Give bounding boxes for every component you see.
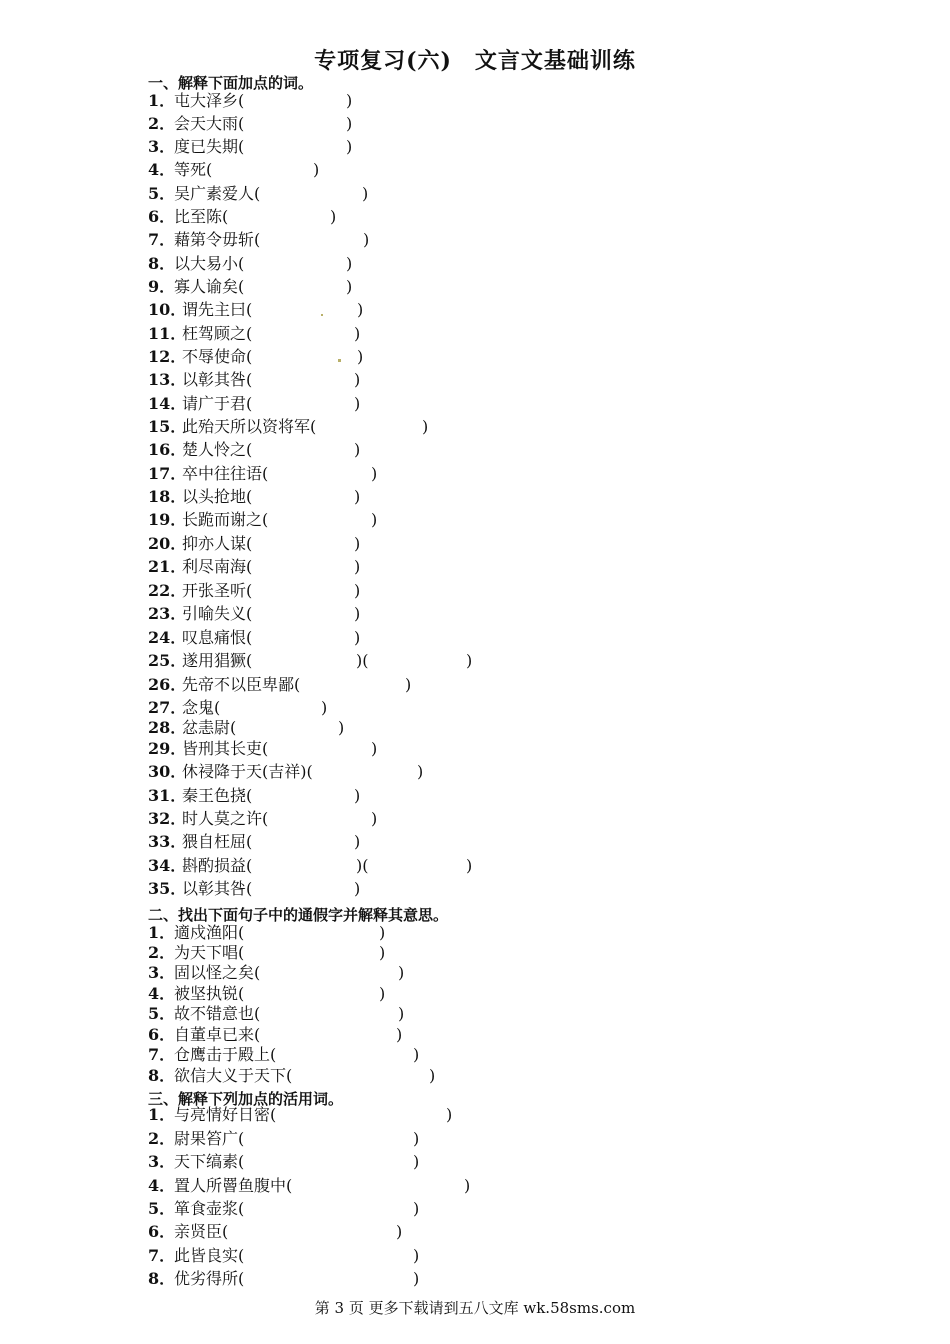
question-item bbox=[148, 739, 848, 759]
question-text: 欲信大义于天下 bbox=[174, 1066, 287, 1085]
question-number: 17． bbox=[148, 464, 187, 483]
question-item bbox=[148, 137, 848, 157]
question-number: 19． bbox=[148, 510, 187, 529]
question-item bbox=[148, 464, 848, 484]
question-item bbox=[148, 718, 848, 738]
question-item bbox=[148, 1066, 848, 1086]
answer-blank-close: ) bbox=[379, 923, 386, 942]
answer-blank-close: ) bbox=[346, 91, 353, 110]
question-number: 20． bbox=[148, 534, 187, 553]
answer-open-paren: ( bbox=[246, 324, 253, 343]
answer-open-paren: ( bbox=[246, 832, 253, 851]
question-text: 卒中往往语 bbox=[182, 464, 263, 483]
question-item bbox=[148, 963, 848, 983]
answer-open-paren: ( bbox=[262, 464, 269, 483]
answer-blank-close: ) bbox=[357, 300, 364, 319]
question-number: 6． bbox=[148, 1025, 176, 1044]
question-item bbox=[148, 923, 848, 943]
answer-open-paren: ( bbox=[246, 534, 253, 553]
question-item bbox=[148, 184, 848, 204]
answer-blank-close: ) bbox=[313, 160, 320, 179]
question-text: 楚人怜之 bbox=[182, 440, 247, 459]
question-number: 25． bbox=[148, 651, 187, 670]
answer-blank-close: ) bbox=[413, 1152, 420, 1171]
question-number: 4． bbox=[148, 984, 176, 1003]
answer-open-paren: ( bbox=[246, 604, 253, 623]
question-text: 斟酌损益 bbox=[182, 856, 247, 875]
answer-blank-close: ) bbox=[354, 832, 361, 851]
question-number: 16． bbox=[148, 440, 187, 459]
answer-blank-close: ) bbox=[429, 1066, 436, 1085]
answer-open-paren: ( bbox=[286, 1066, 293, 1085]
question-number: 7． bbox=[148, 1246, 176, 1265]
answer-blank-close: ) bbox=[354, 440, 361, 459]
question-item bbox=[148, 1222, 848, 1242]
answer-blank-close: ) bbox=[330, 207, 337, 226]
answer-blank-close: ) bbox=[413, 1199, 420, 1218]
question-item bbox=[148, 300, 848, 320]
answer-blank-close: ) bbox=[346, 114, 353, 133]
answer-open-paren: ( bbox=[238, 1269, 245, 1288]
answer-blank-close: ) bbox=[413, 1129, 420, 1148]
answer-open-paren: ( bbox=[246, 440, 253, 459]
question-item bbox=[148, 370, 848, 390]
question-text: 猥自枉屈 bbox=[182, 832, 247, 851]
answer-open-paren: ( bbox=[246, 557, 253, 576]
answer-blank-close: ) bbox=[354, 487, 361, 506]
answer-blank-close: ) bbox=[354, 394, 361, 413]
page-footer: 第 3 页 更多下载请到五八文库 wk.58sms.com bbox=[314, 1299, 636, 1317]
question-number: 18． bbox=[148, 487, 187, 506]
answer-blank-close: ) bbox=[413, 1269, 420, 1288]
answer-blank-close: ) bbox=[354, 628, 361, 647]
question-number: 23． bbox=[148, 604, 187, 623]
question-item bbox=[148, 1129, 848, 1149]
question-number: 28． bbox=[148, 718, 187, 737]
question-item bbox=[148, 832, 848, 852]
question-number: 22． bbox=[148, 581, 187, 600]
question-text: 適戍渔阳 bbox=[174, 923, 239, 942]
question-text: 长跪而谢之 bbox=[182, 510, 263, 529]
question-text: 此皆良实 bbox=[174, 1246, 239, 1265]
question-text: 等死 bbox=[174, 160, 207, 179]
answer-open-paren: ( bbox=[230, 718, 237, 737]
answer-open-paren: ( bbox=[310, 417, 317, 436]
question-text: 吴广素爱人 bbox=[174, 184, 255, 203]
question-item bbox=[148, 1199, 848, 1219]
question-text: 自董卓已来 bbox=[174, 1025, 255, 1044]
question-number: 2． bbox=[148, 1129, 176, 1148]
page-title: 专项复习(六) 文言文基础训练 bbox=[314, 48, 636, 74]
question-number: 24． bbox=[148, 628, 187, 647]
question-item bbox=[148, 254, 848, 274]
answer-blank-close: ) bbox=[354, 534, 361, 553]
answer-open-paren: ( bbox=[286, 1176, 293, 1195]
answer-blank-close: ) bbox=[354, 581, 361, 600]
question-item bbox=[148, 786, 848, 806]
question-number: 8． bbox=[148, 1269, 176, 1288]
question-number: 4． bbox=[148, 1176, 176, 1195]
question-item bbox=[148, 1176, 848, 1196]
answer-blank-close: ) bbox=[362, 184, 369, 203]
answer-blank-close: ) bbox=[398, 963, 405, 982]
question-text: 不辱使命 bbox=[182, 347, 247, 366]
question-text: 置人所罾鱼腹中 bbox=[174, 1176, 287, 1195]
question-number: 27． bbox=[148, 698, 187, 717]
answer-open-paren: ( bbox=[254, 1004, 261, 1023]
question-text: 尉果笞广 bbox=[174, 1129, 239, 1148]
answer-blank-close: ) bbox=[354, 557, 361, 576]
answer-blank-close: ) bbox=[363, 230, 370, 249]
answer-blank-close: ) bbox=[371, 464, 378, 483]
question-number: 5． bbox=[148, 184, 176, 203]
question-item bbox=[148, 1152, 848, 1172]
question-item bbox=[148, 1045, 848, 1065]
question-item bbox=[148, 1004, 848, 1024]
answer-blank-close: ) bbox=[422, 417, 429, 436]
question-number: 12． bbox=[148, 347, 187, 366]
answer-open-paren: ( bbox=[254, 963, 261, 982]
question-number: 5． bbox=[148, 1199, 176, 1218]
answer-blank-close-2: ) bbox=[466, 651, 473, 670]
question-number: 30． bbox=[148, 762, 187, 781]
question-item bbox=[148, 879, 848, 899]
question-number: 21． bbox=[148, 557, 187, 576]
question-text: 谓先主曰 bbox=[182, 300, 247, 319]
answer-open-paren: ( bbox=[294, 675, 301, 694]
answer-blank-close: ) bbox=[346, 277, 353, 296]
answer-open-paren: ( bbox=[238, 923, 245, 942]
question-number: 8． bbox=[148, 254, 176, 273]
answer-open-paren: ( bbox=[246, 347, 253, 366]
answer-blank-close: ) bbox=[464, 1176, 471, 1195]
question-item bbox=[148, 628, 848, 648]
question-number: 14． bbox=[148, 394, 187, 413]
print-speck bbox=[338, 359, 341, 362]
answer-open-paren: ( bbox=[246, 786, 253, 805]
question-number: 35． bbox=[148, 879, 187, 898]
answer-open-paren: ( bbox=[214, 698, 221, 717]
question-item bbox=[148, 1246, 848, 1266]
question-text: 寡人谕矣 bbox=[174, 277, 239, 296]
answer-blank-close: ) bbox=[338, 718, 345, 737]
answer-open-paren: ( bbox=[306, 762, 313, 781]
question-text: 被坚执锐 bbox=[174, 984, 239, 1003]
question-number: 15． bbox=[148, 417, 187, 436]
question-text: 先帝不以臣卑鄙 bbox=[182, 675, 295, 694]
question-number: 2． bbox=[148, 114, 176, 133]
answer-open-paren: ( bbox=[270, 1105, 277, 1124]
question-text: 比至陈 bbox=[174, 207, 223, 226]
answer-blank-close: ) bbox=[396, 1222, 403, 1241]
question-number: 4． bbox=[148, 160, 176, 179]
question-number: 1． bbox=[148, 1105, 176, 1124]
section-heading: 二、找出下面句子中的通假字并解释其意思。 bbox=[148, 906, 449, 924]
question-item bbox=[148, 984, 848, 1004]
question-text: 故不错意也 bbox=[174, 1004, 255, 1023]
question-number: 1． bbox=[148, 91, 176, 110]
answer-blank-close: ) bbox=[354, 604, 361, 623]
question-item bbox=[148, 809, 848, 829]
answer-open-paren: ( bbox=[238, 1246, 245, 1265]
question-item bbox=[148, 1105, 848, 1125]
question-item bbox=[148, 324, 848, 344]
answer-open-paren: ( bbox=[246, 581, 253, 600]
question-item bbox=[148, 417, 848, 437]
question-item bbox=[148, 943, 848, 963]
answer-open-paren: ( bbox=[246, 300, 253, 319]
answer-open-paren: ( bbox=[254, 230, 261, 249]
answer-open-paren: ( bbox=[262, 809, 269, 828]
question-item bbox=[148, 207, 848, 227]
answer-blank-close: ) bbox=[346, 254, 353, 273]
question-text: 固以怪之矣 bbox=[174, 963, 255, 982]
answer-blank-close: ) bbox=[321, 698, 328, 717]
question-text: 休祲降于天(吉祥) bbox=[182, 762, 307, 781]
question-number: 11． bbox=[148, 324, 187, 343]
answer-blank-close-2: ) bbox=[466, 856, 473, 875]
question-item bbox=[148, 698, 848, 718]
question-item bbox=[148, 160, 848, 180]
question-number: 8． bbox=[148, 1066, 176, 1085]
answer-open-paren: ( bbox=[246, 628, 253, 647]
question-number: 33． bbox=[148, 832, 187, 851]
question-number: 3． bbox=[148, 137, 176, 156]
answer-blank-close: ) bbox=[354, 324, 361, 343]
question-text: 时人莫之许 bbox=[182, 809, 263, 828]
question-number: 3． bbox=[148, 1152, 176, 1171]
question-number: 26． bbox=[148, 675, 187, 694]
question-item bbox=[148, 675, 848, 695]
question-item bbox=[148, 604, 848, 624]
answer-blank-close: ) bbox=[413, 1045, 420, 1064]
answer-open-paren: ( bbox=[246, 651, 253, 670]
question-number: 5． bbox=[148, 1004, 176, 1023]
question-item bbox=[148, 762, 848, 782]
answer-open-paren: ( bbox=[238, 277, 245, 296]
answer-open-paren: ( bbox=[254, 1025, 261, 1044]
section-heading: 一、解释下面加点的词。 bbox=[148, 74, 314, 92]
question-text: 与亮情好日密 bbox=[174, 1105, 271, 1124]
answer-blank-close: ) bbox=[371, 809, 378, 828]
question-number: 9． bbox=[148, 277, 176, 296]
question-item bbox=[148, 114, 848, 134]
answer-blank-close: ) bbox=[379, 943, 386, 962]
answer-blank-close: ) bbox=[446, 1105, 453, 1124]
answer-blank-close: ) bbox=[396, 1025, 403, 1044]
answer-blank-close: ) bbox=[405, 675, 412, 694]
answer-open-paren: ( bbox=[270, 1045, 277, 1064]
question-number: 2． bbox=[148, 943, 176, 962]
answer-open-paren: ( bbox=[238, 91, 245, 110]
question-item bbox=[148, 1269, 848, 1289]
question-text: 枉驾顾之 bbox=[182, 324, 247, 343]
answer-open-paren: ( bbox=[246, 394, 253, 413]
question-number: 13． bbox=[148, 370, 187, 389]
question-number: 31． bbox=[148, 786, 187, 805]
answer-open-paren: ( bbox=[238, 1199, 245, 1218]
answer-blank-close: ) bbox=[398, 1004, 405, 1023]
question-item bbox=[148, 581, 848, 601]
question-number: 7． bbox=[148, 230, 176, 249]
answer-open-paren: ( bbox=[262, 510, 269, 529]
question-text: 天下缟素 bbox=[174, 1152, 239, 1171]
question-text: 仓鹰击于殿上 bbox=[174, 1045, 271, 1064]
answer-blank-close: ) bbox=[354, 879, 361, 898]
answer-blank-close: ) bbox=[354, 370, 361, 389]
answer-blank-close: ) bbox=[371, 739, 378, 758]
question-number: 3． bbox=[148, 963, 176, 982]
print-speck bbox=[321, 314, 323, 316]
question-number: 10． bbox=[148, 300, 187, 319]
question-text: 引喻失义 bbox=[182, 604, 247, 623]
answer-open-paren: ( bbox=[206, 160, 213, 179]
question-text: 藉第令毋斩 bbox=[174, 230, 255, 249]
question-text: 忿恚尉 bbox=[182, 718, 231, 737]
question-text: 叹息痛恨 bbox=[182, 628, 247, 647]
question-text: 念鬼 bbox=[182, 698, 215, 717]
question-item bbox=[148, 91, 848, 111]
answer-blank-close: ) bbox=[417, 762, 424, 781]
answer-blank-close: ) bbox=[354, 786, 361, 805]
question-number: 34． bbox=[148, 856, 187, 875]
question-item bbox=[148, 394, 848, 414]
question-item bbox=[148, 557, 848, 577]
answer-blank-close: ) bbox=[346, 137, 353, 156]
question-text: 会天大雨 bbox=[174, 114, 239, 133]
question-number: 32． bbox=[148, 809, 187, 828]
question-text: 开张圣听 bbox=[182, 581, 247, 600]
answer-open-paren: ( bbox=[222, 1222, 229, 1241]
question-text: 利尽南海 bbox=[182, 557, 247, 576]
question-number: 6． bbox=[148, 1222, 176, 1241]
question-text: 优劣得所 bbox=[174, 1269, 239, 1288]
question-number: 1． bbox=[148, 923, 176, 942]
question-text: 以彰其咎 bbox=[182, 370, 247, 389]
question-text: 请广于君 bbox=[182, 394, 247, 413]
question-text: 皆刑其长吏 bbox=[182, 739, 263, 758]
answer-blank-close: ) bbox=[357, 347, 364, 366]
section-heading: 三、解释下列加点的活用词。 bbox=[148, 1090, 344, 1108]
question-text: 以头抢地 bbox=[182, 487, 247, 506]
question-text: 为天下唱 bbox=[174, 943, 239, 962]
question-number: 29． bbox=[148, 739, 187, 758]
question-text: 以彰其咎 bbox=[182, 879, 247, 898]
question-text: 箪食壶浆 bbox=[174, 1199, 239, 1218]
question-item bbox=[148, 534, 848, 554]
answer-blank-close: )( bbox=[356, 856, 369, 875]
question-item bbox=[148, 347, 848, 367]
answer-open-paren: ( bbox=[222, 207, 229, 226]
question-text: 度已失期 bbox=[174, 137, 239, 156]
answer-open-paren: ( bbox=[262, 739, 269, 758]
answer-blank-close: ) bbox=[413, 1246, 420, 1265]
question-text: 秦王色挠 bbox=[182, 786, 247, 805]
question-item bbox=[148, 651, 848, 671]
question-text: 抑亦人谋 bbox=[182, 534, 247, 553]
question-text: 亲贤臣 bbox=[174, 1222, 223, 1241]
answer-open-paren: ( bbox=[238, 254, 245, 273]
question-item bbox=[148, 487, 848, 507]
answer-open-paren: ( bbox=[246, 370, 253, 389]
question-item bbox=[148, 277, 848, 297]
answer-open-paren: ( bbox=[238, 114, 245, 133]
question-item bbox=[148, 856, 848, 876]
question-number: 7． bbox=[148, 1045, 176, 1064]
answer-open-paren: ( bbox=[246, 879, 253, 898]
answer-blank-close: ) bbox=[371, 510, 378, 529]
answer-open-paren: ( bbox=[238, 943, 245, 962]
question-item bbox=[148, 510, 848, 530]
answer-open-paren: ( bbox=[238, 1129, 245, 1148]
answer-open-paren: ( bbox=[238, 1152, 245, 1171]
answer-open-paren: ( bbox=[238, 984, 245, 1003]
answer-open-paren: ( bbox=[246, 856, 253, 875]
question-item bbox=[148, 440, 848, 460]
question-number: 6． bbox=[148, 207, 176, 226]
question-item bbox=[148, 1025, 848, 1045]
question-text: 以大易小 bbox=[174, 254, 239, 273]
answer-blank-close: )( bbox=[356, 651, 369, 670]
question-text: 屯大泽乡 bbox=[174, 91, 239, 110]
question-text: 此殆天所以资将军 bbox=[182, 417, 311, 436]
question-text: 遂用猖獗 bbox=[182, 651, 247, 670]
answer-open-paren: ( bbox=[238, 137, 245, 156]
answer-open-paren: ( bbox=[254, 184, 261, 203]
answer-open-paren: ( bbox=[246, 487, 253, 506]
answer-blank-close: ) bbox=[379, 984, 386, 1003]
question-item bbox=[148, 230, 848, 250]
